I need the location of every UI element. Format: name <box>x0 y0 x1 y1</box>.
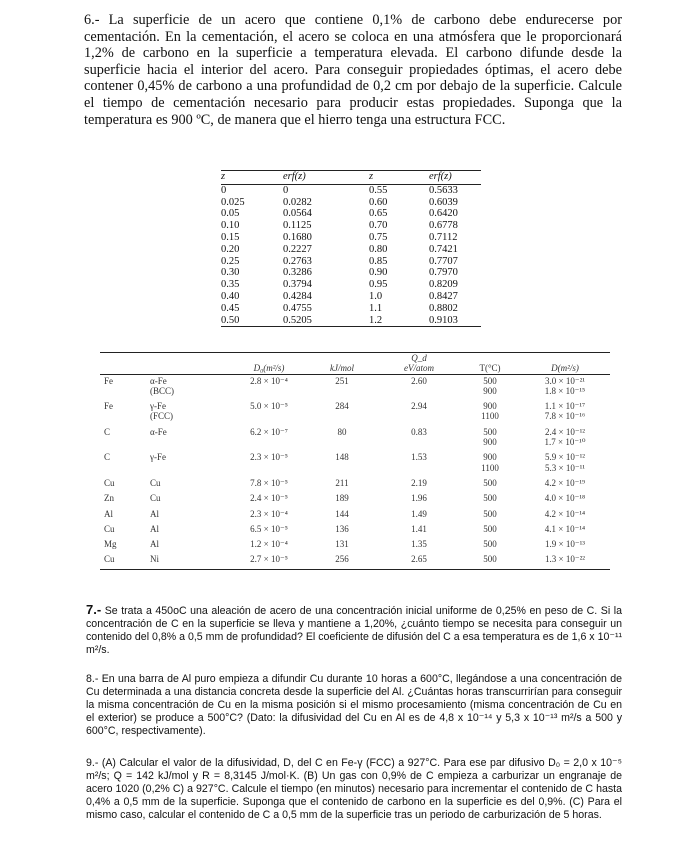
temperature-value-line: 900 <box>483 385 497 396</box>
d0-value: 2.3 × 10⁻⁵ <box>250 452 288 463</box>
diffusing-species: Fe <box>104 401 113 412</box>
diffusion-data-table <box>100 352 610 570</box>
temperature-value-line: 500 <box>483 523 497 534</box>
qd-ev-value: 1.53 <box>411 452 427 463</box>
d-value <box>520 400 610 426</box>
d0-header: D₀(m²/s) <box>232 363 306 374</box>
erf-cell: 0.8209 <box>429 279 458 291</box>
temperature-value <box>460 451 520 477</box>
qd-kjmol-value: 136 <box>335 523 349 534</box>
qd-ev-value: 2.19 <box>411 477 427 488</box>
d-value-line: 5.9 × 10⁻¹² <box>545 452 585 463</box>
host-metal-line: α-Fe <box>150 426 167 437</box>
diffusion-table-body <box>100 374 610 569</box>
erf-table-row <box>221 208 481 220</box>
host-metal <box>146 508 232 523</box>
erf-cell: 0.90 <box>369 267 388 279</box>
qd-kjmol-value: 284 <box>335 401 349 412</box>
erf-cell: 1.1 <box>369 302 383 314</box>
erf-cell: 0.5633 <box>429 184 458 196</box>
erf-col-z2: z <box>369 171 429 185</box>
d-value <box>520 492 610 507</box>
temperature-value-line: 500 <box>483 477 497 488</box>
erf-cell: 0.35 <box>221 279 240 291</box>
erf-table-row <box>221 184 481 196</box>
erf-cell: 0.6039 <box>429 196 458 208</box>
diffusing-species: Al <box>104 508 113 519</box>
host-metal-line: Al <box>150 539 159 550</box>
problem-8-text: 8.- En una barra de Al puro empieza a difundir Cu durante 10 horas a 600°C, llegándose a una concentración de Cu determinada a una distancia concreta desde la superficie del Al. ¿Cuántas horas transcurrirían para conseguir la misma concentración de Cu en la misma posición si el mismo procesamiento (misma concentración de Cu en el exterior) se produce a 500°C? (Dato: la difusividad del Cu en Al es de 4,8 x 10⁻¹⁴ y 5,3 x 10⁻¹³ m²/s a 500 y 600°C, respectivamente). <box>86 673 622 737</box>
host-metal-line: (BCC) <box>150 385 175 396</box>
host-metal <box>146 477 232 492</box>
erf-cell: 0.45 <box>221 302 240 314</box>
host-metal-line: γ-Fe <box>150 401 166 412</box>
erf-cell: 0.75 <box>369 231 388 243</box>
problem-6-text: 6.- La superficie de un acero que contiene 0,1% de carbono debe endurecerse por cementación. En la cementación, el acero se coloca en una atmósfera que le proporcionará 1,2% de carbono en la superficie a temperatura elevada. El carbono difunde desde la superficie hacia el interior del acero. Para conseguir propiedades óptimas, el acero debe contener 0,45% de carbono a una profundidad de 0,2 cm por debajo de la superficie. Calcule el tiempo de cementación necesario para producir estas propiedades. Suponga que la temperatura es 900 ºC, de manera que el hierro tenga una estructura FCC. <box>84 12 622 128</box>
erf-table-row <box>221 291 481 303</box>
temperature-value-line: 500 <box>483 508 497 519</box>
d0-value: 5.0 × 10⁻⁵ <box>250 401 288 412</box>
erf-col-z1: z <box>221 171 283 185</box>
kjmol-header: kJ/mol <box>306 363 378 374</box>
d-header: D(m²/s) <box>520 363 610 374</box>
erf-cell: 0.0282 <box>283 196 312 208</box>
qd-header: Q_d <box>378 353 460 364</box>
d-value-line: 3.0 × 10⁻²¹ <box>545 375 585 386</box>
diffusion-table-row <box>100 477 610 492</box>
qd-ev-value: 1.96 <box>411 493 427 504</box>
temperature-value <box>460 508 520 523</box>
erf-cell: 0.0564 <box>283 208 312 220</box>
erf-cell: 0.3794 <box>283 279 312 291</box>
qd-kjmol-value: 256 <box>306 553 378 569</box>
erf-table-row <box>221 267 481 279</box>
erf-cell: 0.20 <box>221 243 240 255</box>
erf-cell: 0.40 <box>221 290 240 302</box>
diffusing-species: C <box>104 452 111 463</box>
temperature-value <box>460 523 520 538</box>
d0-value: 2.8 × 10⁻⁴ <box>250 375 288 386</box>
qd-ev-value: 1.49 <box>411 508 427 519</box>
temperature-value-line: 500 <box>483 554 497 565</box>
temperature-value <box>460 477 520 492</box>
erf-table-row <box>221 232 481 244</box>
erf-table-row <box>221 220 481 232</box>
erf-table <box>221 170 481 327</box>
erf-table-header <box>221 171 481 185</box>
host-metal <box>146 492 232 507</box>
d-value-line: 2.4 × 10⁻¹² <box>545 426 585 437</box>
temperature-value-line: 1100 <box>481 411 499 422</box>
erf-cell: 0 <box>221 184 227 196</box>
erf-cell: 0.65 <box>369 208 388 220</box>
d-value-line: 1.3 × 10⁻²² <box>545 554 585 565</box>
temperature-value-line: 900 <box>483 437 497 448</box>
host-metal <box>146 400 232 426</box>
d-value-line: 5.3 × 10⁻¹¹ <box>545 462 585 473</box>
d0-value: 6.5 × 10⁻⁵ <box>250 523 288 534</box>
diffusion-table-row <box>100 553 610 569</box>
qd-kjmol-value: 148 <box>335 452 349 463</box>
erf-cell: 0.4755 <box>283 302 312 314</box>
erf-cell: 0 <box>283 184 289 196</box>
temperature-value <box>460 426 520 452</box>
temperature-value <box>460 538 520 553</box>
erf-cell: 1.2 <box>369 315 429 327</box>
diffusion-table-row <box>100 426 610 452</box>
diffusion-table-row <box>100 538 610 553</box>
erf-col-erf1: erf(z) <box>283 171 369 185</box>
d0-value: 2.7 × 10⁻⁵ <box>232 553 306 569</box>
d-value <box>520 374 610 400</box>
host-metal-line: Al <box>150 508 159 519</box>
erf-table-row <box>221 315 481 327</box>
d-value <box>520 523 610 538</box>
erf-cell: 0.4284 <box>283 290 312 302</box>
erf-cell: 1.0 <box>369 290 383 302</box>
temp-header: T(°C) <box>460 363 520 374</box>
d-value <box>520 538 610 553</box>
host-metal-line: Al <box>150 523 159 534</box>
host-metal <box>146 426 232 452</box>
d0-value: 7.8 × 10⁻⁵ <box>250 477 288 488</box>
erf-table-row <box>221 303 481 315</box>
qd-kjmol-value: 251 <box>335 375 349 386</box>
erf-cell: 0.8427 <box>429 290 458 302</box>
qd-ev-value: 1.35 <box>411 539 427 550</box>
erf-cell: 0.6420 <box>429 208 458 220</box>
qd-kjmol-value: 131 <box>335 539 349 550</box>
diffusing-species: Cu <box>100 553 146 569</box>
erf-cell: 0.9103 <box>429 315 481 327</box>
evatom-header: eV/atom <box>378 363 460 374</box>
problem-7-number: 7.- <box>86 602 102 617</box>
host-metal <box>146 451 232 477</box>
host-metal <box>146 553 232 569</box>
d-value <box>520 508 610 523</box>
diffusion-table-row <box>100 492 610 507</box>
temperature-value <box>460 492 520 507</box>
qd-ev-value: 2.60 <box>411 375 427 386</box>
diffusing-species: Mg <box>104 539 117 550</box>
diffusing-species: Fe <box>104 375 113 386</box>
diffusion-table-row <box>100 523 610 538</box>
qd-ev-value: 0.83 <box>411 426 427 437</box>
erf-cell: 0.025 <box>221 196 245 208</box>
host-metal-line: Cu <box>150 477 161 488</box>
host-metal-line: Ni <box>150 554 159 565</box>
d-value-line: 1.9 × 10⁻¹³ <box>545 539 585 550</box>
temperature-value <box>460 374 520 400</box>
erf-cell: 0.70 <box>369 220 388 232</box>
erf-cell: 0.7707 <box>429 255 458 267</box>
d-value <box>520 426 610 452</box>
temperature-value-line: 900 <box>483 452 497 463</box>
host-metal <box>146 374 232 400</box>
erf-cell: 0.25 <box>221 255 240 267</box>
erf-cell: 0.60 <box>369 196 388 208</box>
d0-value: 1.2 × 10⁻⁴ <box>250 539 288 550</box>
host-metal-line: γ-Fe <box>150 452 166 463</box>
d-value-line: 1.8 × 10⁻¹⁵ <box>544 385 586 396</box>
d-value-line: 4.1 × 10⁻¹⁴ <box>544 523 586 534</box>
erf-table-row <box>221 197 481 209</box>
problem-9-text: 9.- (A) Calcular el valor de la difusividad, D, del C en Fe-γ (FCC) a 927°C. Para ese par difusivo D₀ = 2,0 x 10⁻⁵ m²/s; Q = 142 kJ/mol y R = 8,3145 J/mol·K. (B) Un gas con 0,9% de C empieza a carburizar un engranaje de acero 1020 (0,2% C) a 927°C. Calcule el tiempo (en minutos) necesario para incrementar el contenido de C hasta 0,4% a 0,5 mm de la superficie. Suponga que el contenido de carbono en la superficie es del 0,9%. (C) Para el mismo caso, calcular el contenido de C a 0,5 mm de la superficie tras un periodo de carburización de 5 horas. <box>86 757 622 821</box>
diffusing-species: C <box>104 426 111 437</box>
erf-cell: 0.6778 <box>429 220 458 232</box>
erf-cell: 0.80 <box>369 243 388 255</box>
d-value-line: 7.8 × 10⁻¹⁶ <box>544 411 586 422</box>
host-metal <box>146 538 232 553</box>
temperature-value-line: 500 <box>483 375 497 386</box>
d-value-line: 1.1 × 10⁻¹⁷ <box>544 401 586 412</box>
qd-kjmol-value: 144 <box>335 508 349 519</box>
problem-7 <box>86 604 622 657</box>
diffusing-species: Cu <box>104 477 115 488</box>
temperature-value-line: 900 <box>483 401 497 412</box>
erf-table-row <box>221 256 481 268</box>
erf-cell: 0.1125 <box>283 220 312 232</box>
temperature-value <box>460 400 520 426</box>
erf-cell: 0.5205 <box>283 315 369 327</box>
erf-cell: 0.10 <box>221 220 240 232</box>
d-value-line: 4.0 × 10⁻¹⁸ <box>544 493 586 504</box>
erf-cell: 0.2227 <box>283 243 312 255</box>
erf-table-body <box>221 184 481 327</box>
erf-cell: 0.30 <box>221 267 240 279</box>
qd-ev-value: 2.94 <box>411 401 427 412</box>
qd-ev-value: 2.65 <box>378 553 460 569</box>
problem-7-text: Se trata a 450oC una aleación de acero de una concentración inicial uniforme de 0,25% en peso de C. Si la concentración de C en la superficie se lleva y mantiene a 1,20%, ¿cuánto tiempo se necesita para conseguir un contenido del 0,8% a 0,5 mm de profundidad? El coeficiente de difusión del C a esa temperatura es de 1,6 x 10⁻¹¹ m²/s. <box>86 605 622 656</box>
erf-col-erf2: erf(z) <box>429 171 481 185</box>
diffusing-species: Zn <box>104 493 114 504</box>
d-value-line: 4.2 × 10⁻¹⁹ <box>544 477 586 488</box>
diffusion-table-row <box>100 508 610 523</box>
erf-cell: 0.50 <box>221 315 283 327</box>
d-value <box>520 477 610 492</box>
d0-value: 6.2 × 10⁻⁷ <box>250 426 288 437</box>
erf-cell: 0.8802 <box>429 302 458 314</box>
diffusion-table-row <box>100 374 610 400</box>
qd-kjmol-value: 80 <box>337 426 347 437</box>
host-metal-line: Cu <box>150 493 161 504</box>
d-value-line: 1.7 × 10⁻¹⁰ <box>544 437 586 448</box>
erf-cell: 0.7970 <box>429 267 458 279</box>
qd-kjmol-value: 211 <box>335 477 349 488</box>
erf-cell: 0.05 <box>221 208 240 220</box>
d-value <box>520 553 610 569</box>
host-metal-line: α-Fe <box>150 375 167 386</box>
erf-cell: 0.7112 <box>429 231 458 243</box>
temperature-value-line: 500 <box>483 493 497 504</box>
erf-cell: 0.85 <box>369 255 388 267</box>
erf-cell: 0.55 <box>369 184 388 196</box>
qd-ev-value: 1.41 <box>411 523 427 534</box>
erf-cell: 0.2763 <box>283 255 312 267</box>
temperature-value <box>460 553 520 569</box>
temperature-value-line: 500 <box>483 426 497 437</box>
diffusion-table-row <box>100 400 610 426</box>
host-metal <box>146 523 232 538</box>
diffusion-table-header <box>100 363 610 374</box>
temperature-value-line: 500 <box>483 539 497 550</box>
temperature-value-line: 1100 <box>481 462 499 473</box>
erf-table-row <box>221 244 481 256</box>
erf-cell: 0.1680 <box>283 231 312 243</box>
diffusion-table-row <box>100 451 610 477</box>
d-value <box>520 451 610 477</box>
erf-cell: 0.7421 <box>429 243 458 255</box>
erf-table-row <box>221 279 481 291</box>
qd-kjmol-value: 189 <box>335 493 349 504</box>
host-metal-line: (FCC) <box>150 411 174 422</box>
erf-cell: 0.95 <box>369 279 388 291</box>
erf-cell: 0.15 <box>221 231 240 243</box>
diffusing-species: Cu <box>104 523 115 534</box>
erf-cell: 0.3286 <box>283 267 312 279</box>
d-value-line: 4.2 × 10⁻¹⁴ <box>544 508 586 519</box>
d0-value: 2.3 × 10⁻⁴ <box>250 508 288 519</box>
d0-value: 2.4 × 10⁻⁵ <box>250 493 288 504</box>
diffusion-table-header-qd <box>100 353 610 364</box>
